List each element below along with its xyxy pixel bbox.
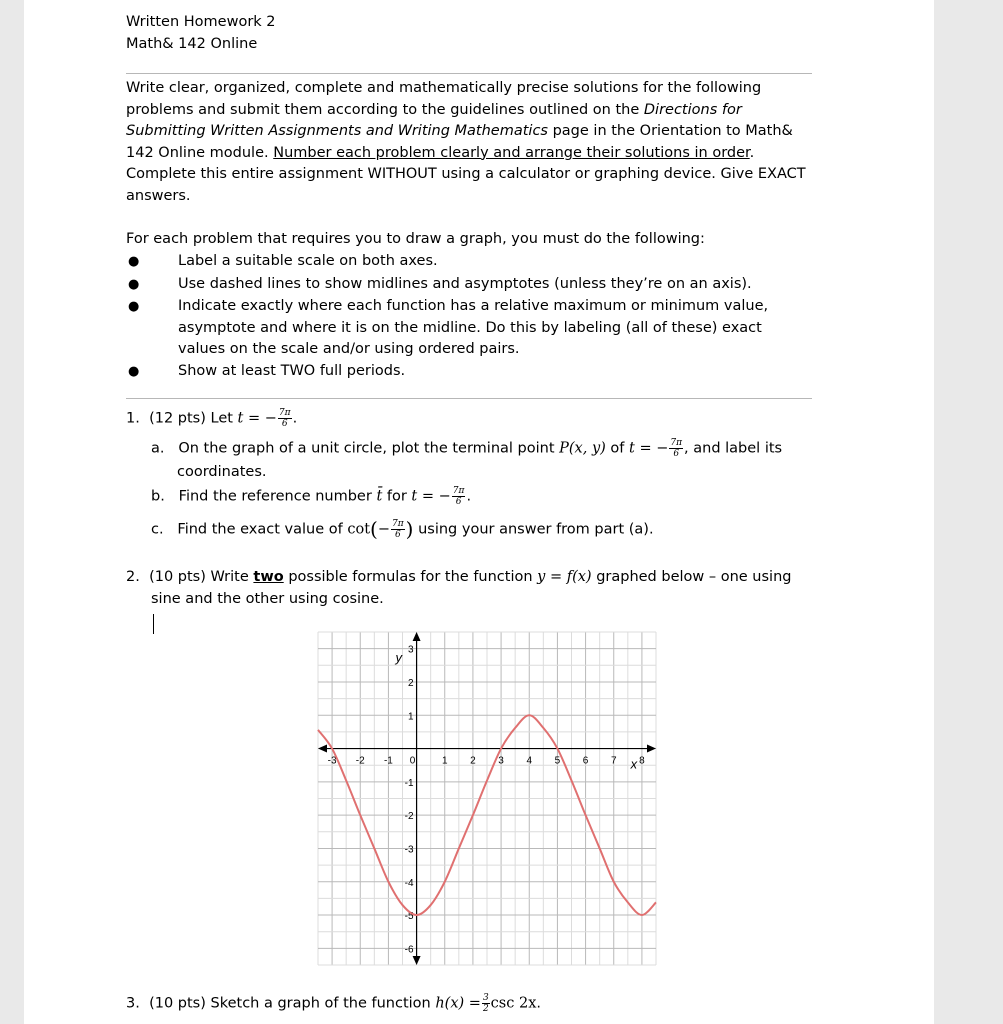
x-tick-label: 6 — [582, 755, 589, 767]
y-axis-label: y — [395, 649, 402, 665]
problem-1-heading: 1. (12 pts) Let t = − $\frac{7\pi}{6}$ . — [126, 408, 298, 429]
problem-2-heading: 2. (10 pts) Write two possible formulas for the function y = f(x) graphed below – one using — [126, 569, 792, 585]
x-tick-label: 1 — [441, 755, 448, 767]
y-tick-label: -2 — [404, 811, 414, 823]
x-axis-arrow-right — [647, 745, 656, 753]
y-tick-label: 1 — [408, 711, 414, 723]
x-axis-arrow-left — [318, 745, 327, 753]
y-tick-label: 2 — [408, 677, 414, 689]
divider — [126, 73, 812, 74]
divider — [126, 398, 812, 399]
bullet-icon: ● — [128, 299, 140, 314]
x-tick-label: 7 — [610, 755, 617, 767]
fraction: $\frac{7\pi}{6}$ — [278, 408, 291, 429]
problem-points: (10 pts) — [149, 569, 206, 585]
problem-1a: a. On the graph of a unit circle, plot the terminal point P(x, y) of t = − $\frac{7\pi}{6}$ , and label its — [151, 438, 783, 459]
instructions-underlined: Number each problem clearly and arrange their solutions in order — [273, 144, 750, 161]
problem-1b: b. Find the reference number t̄ for t = − $\frac{7\pi}{6}$ . — [151, 486, 472, 507]
graph-requirements-intro: For each problem that requires you to draw a graph, you must do the following: — [126, 231, 705, 247]
instructions-text: page in the Orientation to Math& 142 Online module. — [126, 123, 793, 161]
instructions-text: Write clear, organized, complete and mathematically precise solutions for the following problems and submit them according to the guidelines outlined on the — [126, 80, 762, 118]
text-cursor — [153, 614, 154, 634]
problem-1c: c. Find the exact value of cot(− $\frac{7\pi}{6}$ ) using your answer from part (a). — [151, 517, 654, 541]
instructions-italic: Directions for Submitting Written Assignments and Writing Mathematics — [126, 101, 742, 140]
bullet-icon: ● — [128, 254, 140, 269]
x-tick-label: -3 — [327, 755, 337, 767]
problem-number: 2. — [126, 569, 140, 585]
bullet-icon: ● — [128, 277, 140, 292]
bullet-item: ● Use dashed lines to show midlines and asymptotes (unless they’re on an axis). — [154, 274, 804, 296]
y-tick-label: -6 — [404, 944, 414, 956]
bullet-icon: ● — [128, 364, 140, 379]
x-axis-label: x — [630, 756, 638, 772]
bullet-item: ● Indicate exactly where each function has a relative maximum or minimum value, asymptote and where it is on the midline. Do this by labeling (all of these) exact values on the scale and/or using ordered pairs. — [128, 298, 769, 358]
problem-number: 3. — [126, 995, 140, 1012]
x-tick-label: 2 — [470, 755, 476, 767]
y-tick-label: -4 — [404, 877, 414, 889]
part-label: a. — [151, 440, 165, 457]
problem-1a-continued: coordinates. — [177, 464, 267, 480]
y-tick-label: -1 — [404, 777, 414, 789]
x-tick-label: 3 — [498, 755, 504, 767]
x-tick-label: -1 — [383, 755, 393, 767]
y-tick-label: -5 — [404, 911, 414, 923]
part-label: c. — [151, 521, 164, 538]
bullet-item: ● Label a suitable scale on both axes. — [154, 251, 804, 273]
fraction: $\frac{7\pi}{6}$ — [670, 438, 683, 459]
y-axis-arrow-down — [413, 956, 421, 965]
x-tick-label: 0 — [409, 755, 416, 767]
fraction: $\frac{7\pi}{6}$ — [392, 519, 404, 540]
bullet-item: ● Show at least TWO full periods. — [154, 361, 804, 383]
problem-3-heading: 3. (10 pts) Sketch a graph of the function h(x) = $\frac{3}{2}$ csc 2x. — [126, 993, 541, 1014]
problem-number: 1. — [126, 410, 140, 427]
y-tick-label: -3 — [404, 844, 414, 856]
header-course: Math& 142 Online — [126, 36, 258, 52]
problem-points: (12 pts) — [149, 410, 206, 427]
part-label: b. — [151, 488, 165, 505]
instructions-text: . Complete this entire assignment WITHOUT using a calculator or graphing device. Give EXACT answers. — [126, 144, 806, 204]
header-title: Written Homework 2 — [126, 14, 276, 30]
fraction: $\frac{7\pi}{6}$ — [452, 486, 465, 507]
y-axis-arrow-up — [413, 632, 421, 641]
y-tick-label: 3 — [408, 644, 414, 656]
problem-2-continued: sine and the other using cosine. — [151, 591, 384, 607]
function-graph — [312, 626, 662, 971]
x-tick-label: 5 — [554, 755, 561, 767]
x-tick-label: -2 — [355, 755, 365, 767]
fraction: $\frac{3}{2}$ — [482, 993, 489, 1014]
instructions-paragraph — [126, 78, 812, 208]
problem-points: (10 pts) — [149, 995, 206, 1012]
x-tick-label: 8 — [639, 755, 645, 767]
x-tick-label: 4 — [526, 755, 533, 767]
document-page — [24, 0, 934, 1024]
